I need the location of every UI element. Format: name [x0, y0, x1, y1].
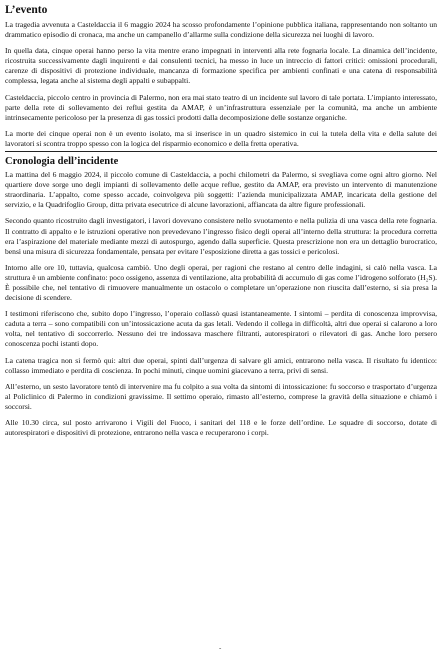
paragraph: All’esterno, un sesto lavoratore tentò di intervenire ma fu colpito a sua volta da sintomi di intossicazione: fu soccorso e trasportato d’urgenza al Policlinico di Palermo in condizioni gravissime. Il settimo operaio, rimasto all’esterno, comprese la gravità della situazione e chiamò i soccorsi.	[5, 381, 437, 411]
paragraph: Intorno alle ore 10, tuttavia, qualcosa cambiò. Uno degli operai, per ragioni che restano al centro delle indagini, si calò nella vasca. La struttura è un ambiente confinato: poco ossigeno, assenza di ventilazione, alta probabilità di accumulo di gas come l’idrogeno solforato (H₂S). È possibile che, nel tentativo di rimuovere manualmente un ostacolo o completare un’operazione non riuscita dall’esterno, si sia presa la decisione di scendere.	[5, 262, 437, 303]
paragraph: La catena tragica non si fermò qui: altri due operai, spinti dall’urgenza di salvare gli amici, entrarono nella vasca. Il risultato fu identico: collasso immediato e perdita di coscienza. In pochi minuti, cinque uomini giacevano a terra, privi di sensi.	[5, 355, 437, 375]
section-title-evento: L’evento	[5, 4, 48, 16]
paragraph: In quella data, cinque operai hanno perso la vita mentre erano impegnati in interventi alla rete fognaria locale. La dinamica dell’incidente, ricostruita successivamente dagli inquirenti e dai consulenti tecnici, ha messo in luce un intreccio di fattori critici: omissioni procedurali, carenze di dispositivi di protezione individuale, mancanza di formazione specifica per ambienti confinati e una catena di responsabilità complessa, legata anche al sistema degli appalti e subappalti.	[5, 46, 437, 86]
section-cronologia-body	[5, 170, 437, 438]
paragraph: La morte dei cinque operai non è un evento isolato, ma si inserisce in un quadro sistemico in cui la tutela della vita e della salute dei lavoratori si scontra troppo spesso con la logica del risparmio economico e della fretta operativa.	[5, 128, 437, 148]
page-number-mark: -	[219, 644, 222, 652]
paragraph: La tragedia avvenuta a Casteldaccia il 6 maggio 2024 ha scosso profondamente l’opinione pubblica italiana, rappresentando non soltanto un drammatico episodio di cronaca, ma anche un campanello d’allarme sulla condizione della sicurezza nei luoghi di lavoro.	[5, 20, 437, 40]
section-title-cronologia: Cronologia dell’incidente	[5, 156, 119, 168]
paragraph: Secondo quanto ricostruito dagli investigatori, i lavori dovevano consistere nello svuotamento e nella pulizia di una vasca della rete fognaria. Il contratto di appalto e le istruzioni operative non prevedevano l’ingresso fisico degli operai all’interno della struttura: la procedura corretta era l’aspirazione del materiale mediante mezzi di autospurgo, agendo dalla superficie. Questa prescrizione non era un dettaglio burocratico, bensì una misura di sicurezza fondamentale, pensata per evitare l’esposizione diretta a gas tossici e pericolosi.	[5, 216, 437, 256]
section-evento-body	[5, 20, 437, 149]
paragraph: I testimoni riferiscono che, subito dopo l’ingresso, l’operaio collassò quasi istantaneamente. I sintomi – perdita di conoscenza improvvisa, caduta a terra – sono compatibili con un’intossicazione acuta da gas letali. Vedendo il collega in difficoltà, altri due operai si calarono a loro volta, nel tentativo di soccorrerlo. Nessuno dei tre indossava maschere filtranti, autorespiratori o rilevatori di gas. Anche loro persero conoscenza pochi istanti dopo.	[5, 309, 437, 349]
section-divider	[5, 151, 437, 152]
paragraph: Casteldaccia, piccolo centro in provincia di Palermo, non era mai stato teatro di un incidente sul lavoro di tale portata. L’impianto interessato, parte della rete di sollevamento dei reflui gestita da AMAP, è un’infrastruttura essenziale per la comunità, ma anche un ambiente intrinsecamente pericoloso per la presenza di gas tossici prodotti dalla decomposizione delle sostanze organiche.	[5, 92, 437, 122]
paragraph: Alle 10.30 circa, sul posto arrivarono i Vigili del Fuoco, i sanitari del 118 e le forze dell’ordine. Le squadre di soccorso, dotate di autorespiratori e dispositivi di protezione, entrarono nella vasca e recuperarono i corpi.	[5, 418, 437, 438]
paragraph: La mattina del 6 maggio 2024, il piccolo comune di Casteldaccia, a pochi chilometri da Palermo, si svegliava come ogni altro giorno. Nel quartiere dove sorge uno degli impianti di sollevamento delle acque reflue, gestito da AMAP, era previsto un intervento di manutenzione straordinaria. L’appalto, come spesso accade, coinvolgeva più soggetti: l’azienda municipalizzata AMAP, incaricata della gestione del servizio, e la Quadrifoglio Group, ditta privata esecutrice di alcune lavorazioni, affiancata da altre figure professionali.	[5, 170, 437, 210]
